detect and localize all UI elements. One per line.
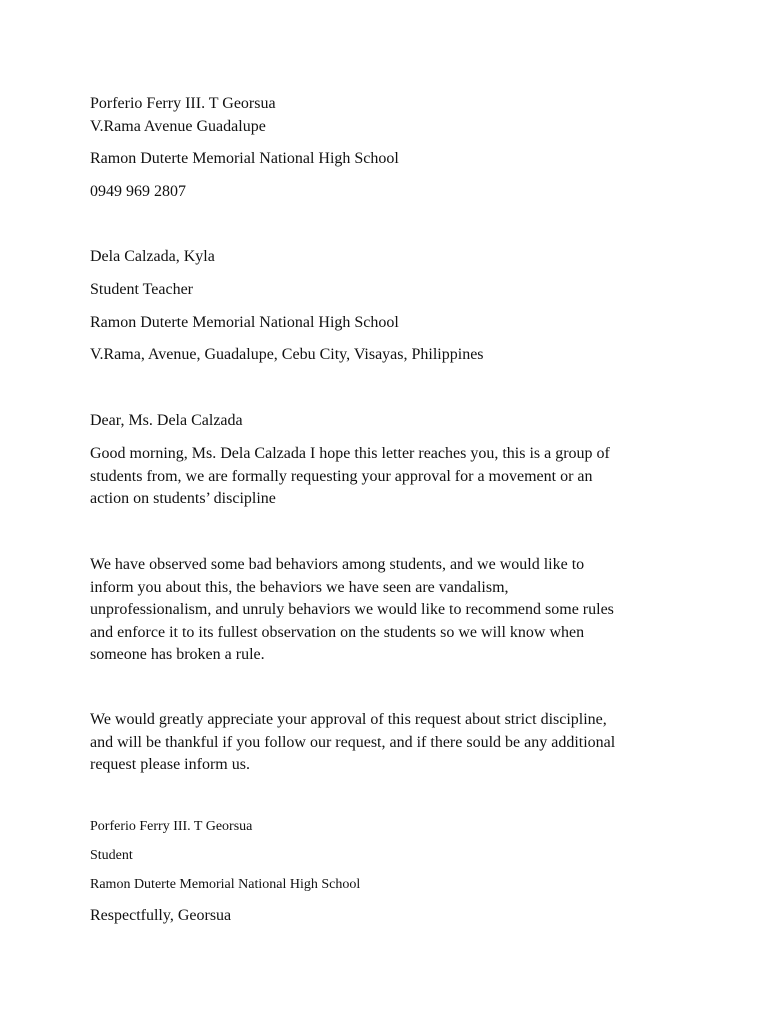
recipient-address: V.Rama, Avenue, Guadalupe, Cebu City, Visayas, Philippines [90,346,484,363]
paragraph-line: request please inform us. [90,756,250,773]
signature-name: Porferio Ferry III. T Georsua [90,819,253,834]
recipient-name: Dela Calzada, Kyla [90,248,215,265]
paragraph-line: We would greatly appreciate your approval of this request about strict discipline, [90,711,607,728]
sender-name: Porferio Ferry III. T Georsua [90,95,276,112]
body-paragraph-1 [90,443,680,511]
paragraph-line: Good morning, Ms. Dela Calzada I hope this letter reaches you, this is a group of [90,445,610,462]
paragraph-line: someone has broken a rule. [90,646,265,663]
closing: Respectfully, Georsua [90,907,232,924]
sender-street: V.Rama Avenue Guadalupe [90,118,266,135]
paragraph-line: unprofessionalism, and unruly behaviors we would like to recommend some rules [90,601,614,618]
signature-role: Student [90,848,133,863]
paragraph-line: action on students’ discipline [90,490,276,507]
recipient-school: Ramon Duterte Memorial National High School [90,314,399,331]
paragraph-line: and enforce it to its fullest observation on the students so we will know when [90,623,585,641]
recipient-title: Student Teacher [90,281,193,298]
signature-school: Ramon Duterte Memorial National High School [90,877,361,892]
paragraph-line: and will be thankful if you follow our request, and if there sould be any additional [90,733,616,751]
sender-phone: 0949 969 2807 [90,183,186,200]
sender-school: Ramon Duterte Memorial National High School [90,150,399,167]
paragraph-line: students from, we are formally requesting your approval for a movement or an [90,467,593,485]
body-paragraph-2 [90,554,680,667]
paragraph-line: We have observed some bad behaviors among students, and we would like to [90,556,585,573]
body-paragraph-3 [90,709,680,777]
salutation: Dear, Ms. Dela Calzada [90,412,243,429]
paragraph-line: inform you about this, the behaviors we have seen are vandalism, [90,578,509,596]
